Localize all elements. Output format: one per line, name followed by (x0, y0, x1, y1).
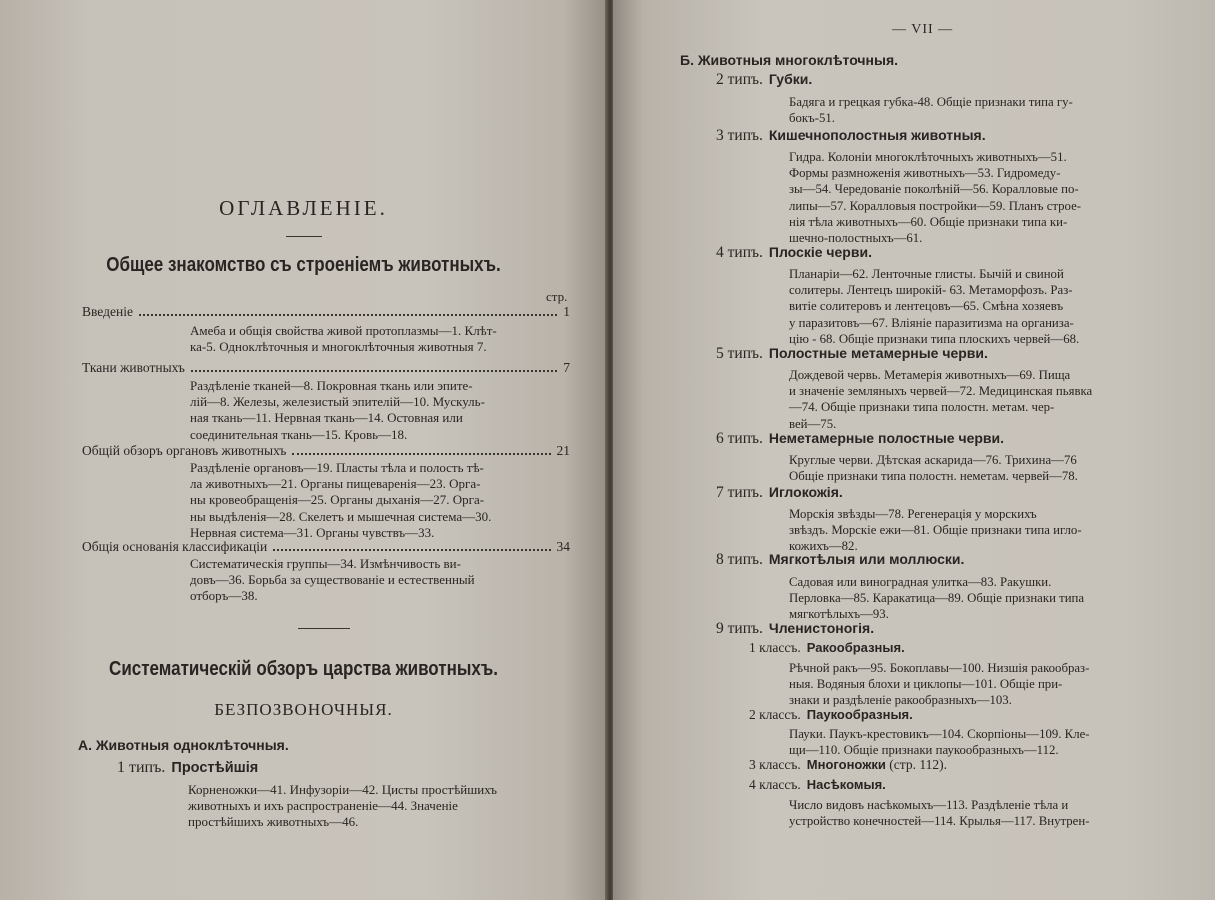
detail-line: Дождевой червь. Метамерія животныхъ—69. Пища (789, 368, 1071, 382)
detail-line: Круглые черви. Дѣтская аскарида—76. Трихина—76 (789, 453, 1077, 467)
class-number: 4 классъ. (749, 777, 801, 792)
page-number: — VII — (892, 22, 954, 37)
detail-line: устройство конечностей—114. Крылья—117. Внутрен- (789, 814, 1090, 829)
detail-line: знаки и раздѣленіе ракообразныхъ—103. (789, 693, 1012, 708)
detail-line: Рѣчной ракъ—95. Бокоплавы—100. Низшія ракообраз- (789, 661, 1090, 675)
type-details (789, 506, 1123, 555)
type-name: Простѣйшія (171, 760, 259, 776)
detail-line: Перловка—85. Каракатица—89. Общіе признаки типа (789, 591, 1085, 606)
type-number: 7 типъ. (716, 484, 763, 501)
detail-line: Раздѣленіе тканей—8. Покровная ткань или эпите- (190, 378, 473, 393)
type-number: 2 типъ. (716, 71, 763, 88)
type-name: Мягкотѣлыя или моллюски. (768, 551, 965, 567)
detail-line: цію - 68. Общіе признаки типа плоскихъ червей—68. (789, 331, 1080, 346)
toc-entry-page: 1 (563, 304, 570, 319)
type-heading (716, 244, 872, 262)
detail-line: витіе солитеровъ и лентецовъ—65. Смѣна хозяевъ (789, 299, 1064, 314)
detail-line: ла животныхъ—21. Органы пищеваренія—23. Орга- (190, 476, 481, 492)
detail-line: животныхъ и ихъ распространеніе—44. Значеніе (188, 798, 458, 814)
detail-line: ная ткань—11. Нервная ткань—14. Остовная или (190, 410, 463, 426)
class-name: Многоножки (806, 757, 886, 772)
detail-line: шечно-полостныхъ—61. (789, 231, 923, 246)
detail-line: Садовая или виноградная улитка—83. Ракушки. (789, 575, 1052, 589)
type-heading (117, 759, 258, 777)
class-page-ref: (стр. 112). (889, 757, 947, 772)
detail-line: соединительная ткань—15. Кровь—18. (190, 426, 408, 442)
class-heading (749, 757, 947, 773)
heading-systematic: Систематическій обзоръ царства животныхъ. (109, 658, 498, 680)
detail-line: Число видовъ насѣкомыхъ—113. Раздѣленіе тѣла и (789, 798, 1069, 812)
class-name: Паукообразныя. (806, 707, 913, 722)
type-heading (716, 484, 843, 502)
detail-line: Морскія звѣзды—78. Регенерація у морскихъ (789, 507, 1037, 521)
type-number: 6 типъ. (716, 430, 763, 447)
detail-line: Общіе признаки типа полостн. неметам. червей—78. (789, 469, 1078, 484)
detail-line: щи—110. Общіе признаки паукообразныхъ—112. (789, 743, 1059, 758)
type-heading (716, 430, 1004, 448)
type-number: 5 типъ. (716, 345, 763, 362)
class-heading (749, 777, 886, 793)
toc-entry-details (190, 323, 530, 355)
class-number: 2 классъ. (749, 707, 801, 722)
heading-general: Общее знакомство съ строеніемъ животныхъ. (106, 254, 501, 276)
section-heading: А. Животныя одноклѣточныя. (78, 737, 289, 753)
class-heading (749, 640, 905, 656)
detail-line: и значеніе земляныхъ червей—72. Медицинская пьявка (789, 384, 1093, 399)
detail-line: звѣздъ. Морскіе ежи—81. Общіе признаки типа игло- (789, 523, 1082, 538)
detail-line: нія тѣла животныхъ—60. Общіе признаки типа ки- (789, 214, 1068, 229)
toc-entry-page: 21 (556, 443, 570, 458)
type-number: 3 типъ. (716, 127, 763, 144)
detail-line: Корненожки—41. Инфузоріи—42. Цисты простѣйшихъ (188, 782, 497, 797)
toc-entry-label: Введеніе (82, 304, 133, 319)
detail-line: Формы размноженія животныхъ—53. Гидромеду- (789, 166, 1061, 181)
detail-line: бокъ-51. (789, 111, 836, 126)
type-name: Кишечнополостныя животныя. (768, 127, 986, 143)
detail-line: простѣйшихъ животныхъ—46. (188, 814, 359, 830)
toc-entry-page: 34 (556, 539, 570, 554)
detail-line: ны выдѣленія—28. Скелетъ и мышечная система—30. (190, 508, 492, 524)
leader-dots (292, 443, 550, 455)
toc-entry-details (190, 556, 530, 605)
type-number: 4 типъ. (716, 244, 763, 261)
class-details (789, 660, 1123, 709)
detail-line: Амеба и общія свойства живой протоплазмы—1. Клѣт- (190, 323, 497, 338)
type-number: 8 типъ. (716, 551, 763, 568)
toc-entry-label: Ткани животныхъ (82, 360, 185, 375)
detail-line: ка-5. Одноклѣточныя и многоклѣточныя животныя 7. (190, 339, 487, 355)
type-name: Полостные метамерные черви. (768, 345, 988, 361)
leader-dots (191, 360, 557, 372)
type-name: Иглокожія. (768, 484, 843, 500)
type-name: Членистоногія. (768, 620, 875, 636)
class-number: 3 классъ. (749, 757, 801, 772)
page-title: ОГЛАВЛЕНІЕ. (219, 196, 388, 220)
type-heading (716, 551, 964, 569)
class-details (789, 797, 1123, 829)
page-column-label: стр. (546, 289, 568, 304)
detail-line: отборъ—38. (190, 588, 258, 604)
detail-line: Раздѣленіе органовъ—19. Пласты тѣла и полость тѣ- (190, 460, 484, 475)
leader-dots (139, 304, 557, 316)
detail-line: Бадяга и грецкая губка-48. Общіе признаки типа гу- (789, 95, 1073, 109)
detail-line: вей—75. (789, 416, 837, 431)
toc-entry-label: Общій обзоръ органовъ животныхъ (82, 443, 287, 458)
divider (286, 236, 322, 237)
detail-line: Пауки. Паукъ-крестовикъ—104. Скорпіоны—109. Кле- (789, 727, 1090, 741)
toc-entry-details (190, 378, 530, 443)
detail-line: липы—57. Коралловыя постройки—59. Планъ строе- (789, 198, 1082, 213)
type-number: 9 типъ. (716, 620, 763, 637)
detail-line: лій—8. Железы, железистый эпителій—10. Мускуль- (190, 394, 485, 410)
detail-line: кожихъ—82. (789, 539, 858, 554)
type-name: Губки. (768, 71, 813, 87)
leader-dots (273, 539, 550, 551)
type-details (789, 367, 1123, 432)
class-details (789, 726, 1123, 758)
detail-line: довъ—36. Борьба за существованіе и естественный (190, 572, 475, 588)
type-heading (716, 345, 988, 363)
detail-line: Нервная система—31. Органы чувствъ—33. (190, 524, 435, 540)
detail-line: Систематическія группы—34. Измѣнчивость ви- (190, 556, 461, 571)
type-details (188, 782, 533, 831)
detail-line: ныя. Водяныя блохи и циклопы—101. Общіе при- (789, 677, 1063, 692)
detail-line: мягкотѣлыхъ—93. (789, 607, 889, 622)
divider (298, 628, 350, 629)
type-details (789, 574, 1123, 623)
right-page (613, 0, 1215, 900)
type-details (789, 266, 1123, 347)
type-number: 1 типъ. (117, 759, 166, 776)
type-name: Неметамерные полостные черви. (768, 430, 1005, 446)
type-heading (716, 71, 812, 89)
type-details (789, 149, 1123, 246)
subheading: БЕЗПОЗВОНОЧНЫЯ. (214, 700, 393, 719)
toc-entry-details (190, 460, 530, 541)
type-details (789, 94, 1123, 126)
toc-entry[interactable] (82, 304, 570, 320)
type-details (789, 452, 1123, 484)
detail-line: ны кровеобращенія—25. Органы дыханія—27. Орга- (190, 492, 485, 508)
detail-line: —74. Общіе признаки типа полостн. метам. чер- (789, 400, 1055, 415)
class-heading (749, 707, 913, 723)
detail-line: Гидра. Колоніи многоклѣточныхъ животныхъ—51. (789, 150, 1067, 164)
detail-line: солитеры. Лентецъ широкій- 63. Метаморфозъ. Раз- (789, 283, 1073, 298)
class-number: 1 классъ. (749, 640, 801, 655)
class-name: Насѣкомыя. (806, 777, 886, 792)
class-name: Ракообразныя. (806, 640, 905, 655)
type-heading (716, 127, 986, 145)
toc-entry[interactable] (82, 360, 570, 376)
detail-line: зы—54. Чередованіе поколѣній—56. Коралловые по- (789, 182, 1079, 197)
section-heading: Б. Животныя многоклѣточныя. (680, 52, 898, 68)
detail-line: у паразитовъ—67. Вліяніе паразитизма на организа- (789, 315, 1074, 330)
type-heading (716, 620, 874, 638)
toc-entry-label: Общія основанія классификаціи (82, 539, 268, 554)
toc-entry-page: 7 (563, 360, 570, 375)
toc-entry[interactable] (82, 443, 570, 459)
left-page (0, 0, 607, 900)
detail-line: Планаріи—62. Ленточные глисты. Бычій и свиной (789, 267, 1064, 281)
toc-entry[interactable] (82, 539, 570, 555)
type-name: Плоскіе черви. (768, 244, 872, 260)
